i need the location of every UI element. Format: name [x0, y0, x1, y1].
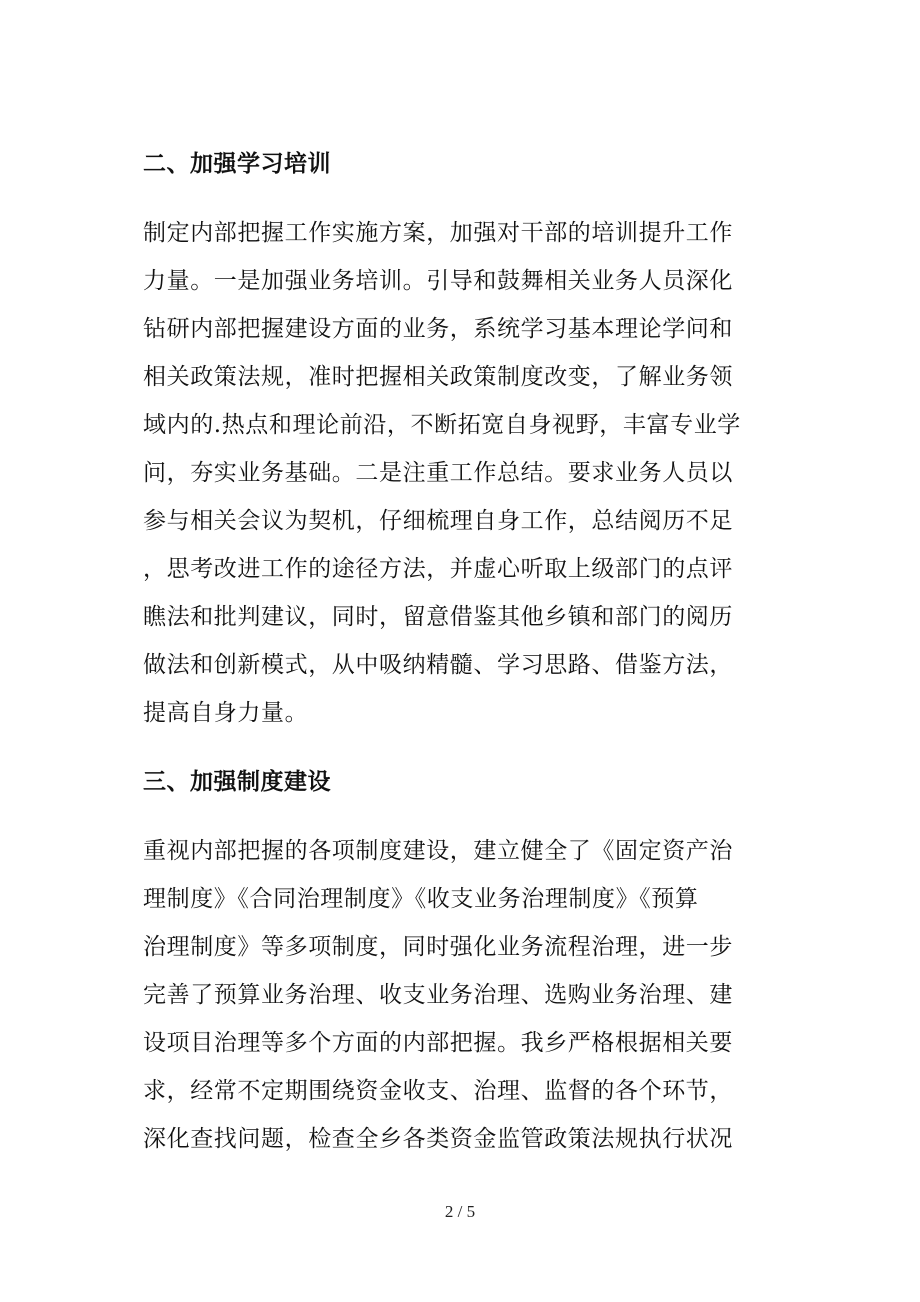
- section-heading-system-building: 三、加强制度建设: [143, 768, 331, 795]
- text-line: 问，夯实业务基础。二是注重工作总结。要求业务人员以: [143, 460, 733, 486]
- text-line: ，思考改进工作的途径方法，并虚心听取上级部门的点评: [143, 556, 733, 582]
- text-line: 理制度》《合同治理制度》《收支业务治理制度》《预算: [143, 886, 699, 912]
- text-line: 做法和创新模式，从中吸纳精髓、学习思路、借鉴方法，: [143, 652, 733, 678]
- page-number: 2 / 5: [444, 1202, 476, 1221]
- paragraph-system-building: [143, 827, 773, 1163]
- text-line: 求，经常不定期围绕资金收支、治理、监督的各个环节，: [143, 1078, 733, 1104]
- text-line: 重视内部把握的各项制度建设，建立健全了《固定资产治: [143, 838, 733, 864]
- text-line: 深化查找问题，检查全乡各类资金监管政策法规执行状况: [143, 1126, 733, 1152]
- text-line: 相关政策法规，准时把握相关政策制度改变，了解业务领: [143, 364, 733, 390]
- section-heading-training: 二、加强学习培训: [143, 150, 331, 177]
- paragraph-training: [143, 209, 773, 737]
- text-line: 瞧法和批判建议，同时，留意借鉴其他乡镇和部门的阅历: [143, 604, 733, 630]
- text-line: 参与相关会议为契机，仔细梳理自身工作，总结阅历不足: [143, 508, 733, 534]
- text-line: 治理制度》等多项制度，同时强化业务流程治理，进一步: [143, 934, 733, 960]
- text-line: 力量。一是加强业务培训。引导和鼓舞相关业务人员深化: [143, 268, 733, 294]
- text-line: 钻研内部把握建设方面的业务，系统学习基本理论学问和: [143, 316, 733, 342]
- text-line: 提高自身力量。: [143, 700, 309, 726]
- text-line: 制定内部把握工作实施方案，加强对干部的培训提升工作: [143, 220, 733, 246]
- text-line: 完善了预算业务治理、收支业务治理、选购业务治理、建: [143, 982, 733, 1008]
- text-line: 域内的.热点和理论前沿，不断拓宽自身视野，丰富专业学: [143, 412, 741, 438]
- text-line: 设项目治理等多个方面的内部把握。我乡严格根据相关要: [143, 1030, 733, 1056]
- document-body: [143, 140, 773, 1163]
